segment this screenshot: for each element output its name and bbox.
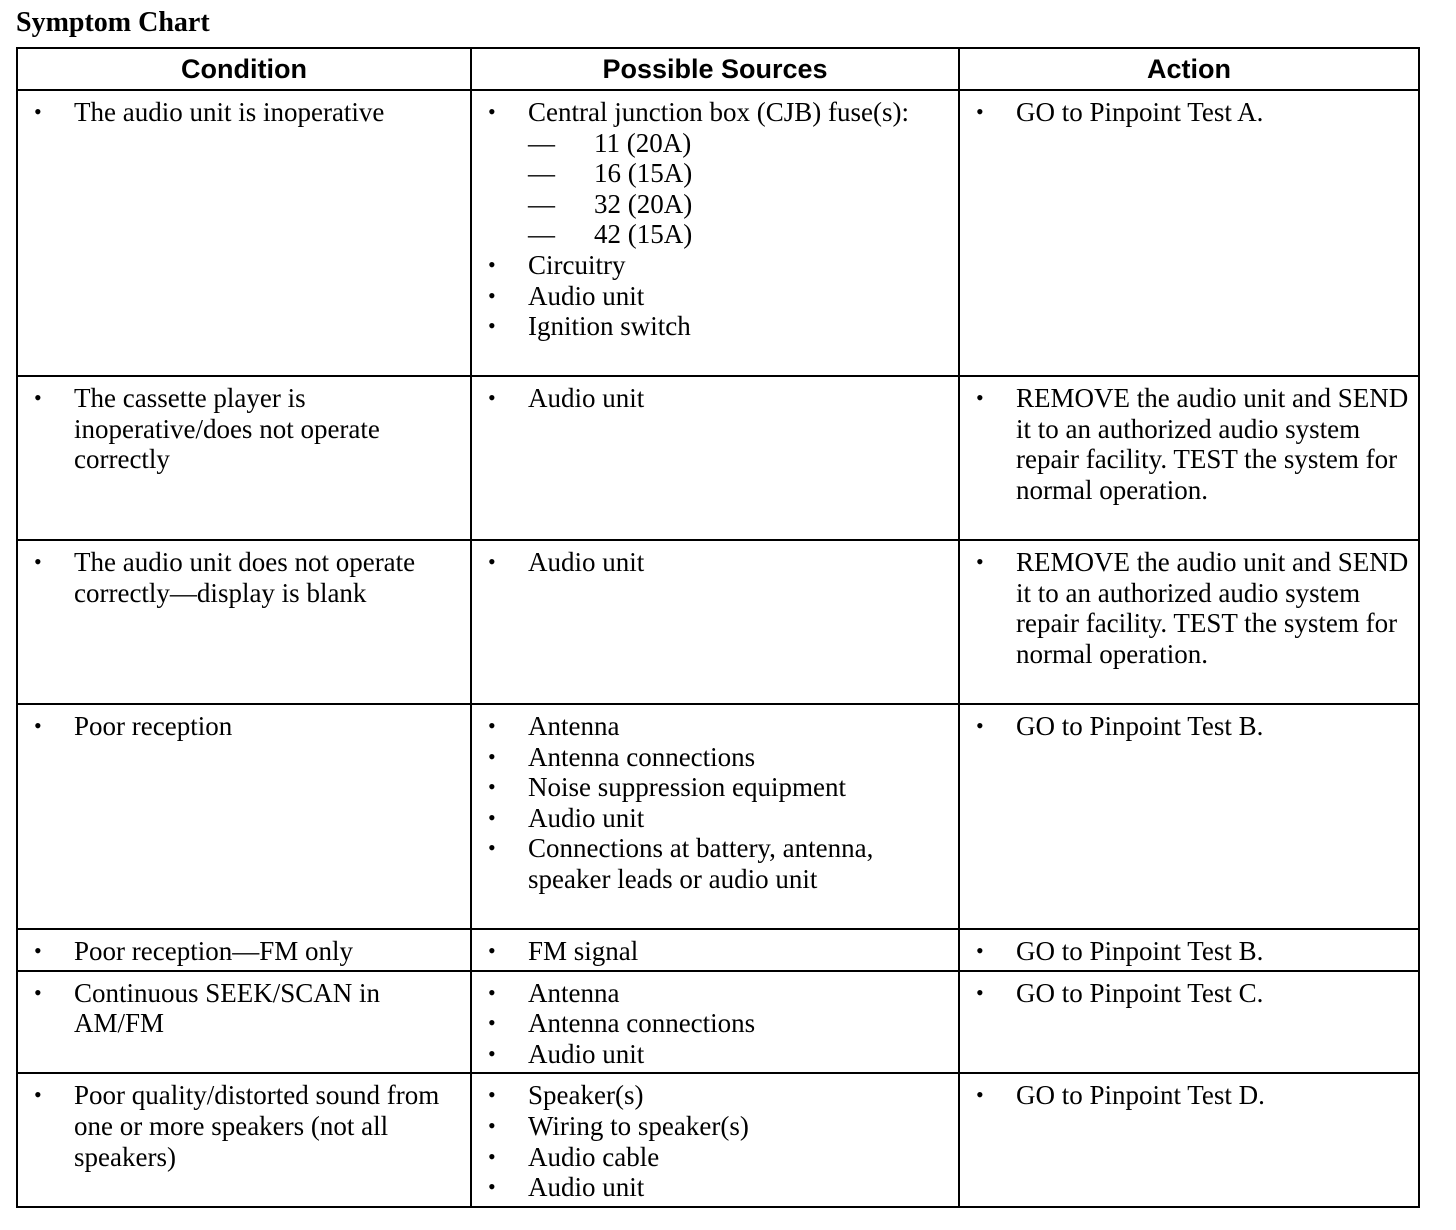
bullet-icon: •	[488, 1082, 496, 1108]
list-item	[966, 547, 1410, 669]
bullet-icon: •	[976, 713, 984, 738]
list-item	[966, 711, 1410, 742]
fuse-text: 11 (20A)	[594, 127, 692, 158]
page-title: Symptom Chart	[16, 7, 210, 38]
list-item	[24, 1080, 462, 1172]
dash-icon: —	[528, 158, 555, 189]
sources-cell	[471, 704, 959, 929]
bullet-icon: •	[488, 1174, 496, 1200]
dash-icon: —	[528, 127, 555, 158]
action-text: REMOVE the audio unit and SEND it to an authorized audio system repair facility. TEST the system for normal operation.	[1016, 547, 1409, 669]
bullet-icon: •	[488, 549, 496, 574]
sources-cell	[471, 1073, 959, 1206]
bullet-icon: •	[488, 1040, 496, 1066]
list-item	[478, 547, 950, 578]
fuse-text: 16 (15A)	[594, 158, 693, 189]
bullet-icon: •	[488, 804, 496, 830]
source-text: Speaker(s)	[528, 1080, 644, 1111]
list-item	[24, 383, 462, 475]
list-item	[478, 772, 950, 803]
source-text: FM signal	[528, 936, 639, 966]
bullet-icon: •	[34, 549, 42, 574]
bullet-icon: •	[488, 313, 496, 339]
fuse-list	[528, 128, 950, 250]
fuse-item	[528, 128, 950, 159]
bullet-icon: •	[488, 1010, 496, 1036]
list-item	[478, 1039, 950, 1070]
condition-text: The audio unit is inoperative	[74, 97, 385, 127]
bullet-icon: •	[488, 282, 496, 308]
bullet-icon: •	[488, 938, 496, 963]
bullet-icon: •	[488, 979, 496, 1005]
bullet-icon: •	[34, 713, 42, 738]
sources-cell	[471, 376, 959, 540]
action-cell	[959, 540, 1419, 704]
bullet-icon: •	[34, 385, 42, 410]
condition-cell	[17, 1073, 471, 1206]
column-header-condition: Condition	[17, 48, 471, 90]
condition-cell	[17, 376, 471, 540]
bullet-icon: •	[488, 743, 496, 769]
bullet-icon: •	[488, 713, 496, 738]
bullet-icon: •	[976, 99, 984, 124]
source-text: Antenna	[528, 977, 620, 1008]
source-text: Antenna connections	[528, 741, 756, 772]
list-item	[478, 311, 950, 342]
fuse-text: 42 (15A)	[594, 219, 693, 250]
table-row	[17, 971, 1419, 1074]
bullet-icon: •	[488, 251, 496, 277]
list-item	[478, 1080, 950, 1111]
list-item	[478, 936, 950, 967]
list-item	[478, 1172, 950, 1203]
bullet-icon: •	[488, 774, 496, 800]
action-text: GO to Pinpoint Test B.	[1016, 936, 1264, 966]
condition-cell	[17, 90, 471, 376]
action-text: GO to Pinpoint Test C.	[1016, 977, 1264, 1008]
condition-cell	[17, 971, 471, 1074]
list-item	[966, 383, 1410, 505]
action-cell	[959, 1073, 1419, 1206]
bullet-icon: •	[34, 99, 42, 124]
dash-icon: —	[528, 219, 555, 250]
fuse-item	[528, 189, 950, 220]
source-text: Antenna	[528, 711, 620, 741]
bullet-icon: •	[34, 938, 42, 963]
list-item	[478, 1142, 950, 1173]
fuse-item	[528, 158, 950, 189]
action-cell	[959, 376, 1419, 540]
source-text: Audio unit	[528, 1172, 645, 1203]
source-text: Circuitry	[528, 249, 626, 280]
source-text: Audio cable	[528, 1141, 660, 1172]
source-text: Antenna connections	[528, 1008, 756, 1039]
condition-text: The cassette player is inoperative/does not operate correctly	[74, 383, 380, 475]
sources-cell	[471, 540, 959, 704]
source-text: Audio unit	[528, 383, 645, 413]
list-item	[966, 978, 1410, 1009]
condition-cell	[17, 929, 471, 971]
bullet-icon: •	[976, 385, 984, 410]
source-text: Connections at battery, antenna, speaker leads or audio unit	[528, 833, 874, 894]
table-row	[17, 1073, 1419, 1206]
list-item	[478, 803, 950, 834]
list-item	[966, 1080, 1410, 1111]
condition-text: Poor reception—FM only	[74, 936, 353, 966]
fuse-item	[528, 219, 950, 250]
table-row	[17, 376, 1419, 540]
list-item	[478, 978, 950, 1009]
condition-text: Poor reception	[74, 711, 233, 741]
table-header-row	[17, 48, 1419, 90]
bullet-icon: •	[34, 1082, 42, 1108]
table-row	[17, 90, 1419, 376]
source-text: Audio unit	[528, 1038, 645, 1069]
list-item	[966, 936, 1410, 967]
source-text: Audio unit	[528, 280, 645, 311]
column-header-possible-sources: Possible Sources	[471, 48, 959, 90]
bullet-icon: •	[488, 1112, 496, 1138]
bullet-icon: •	[488, 835, 496, 861]
sources-cell	[471, 971, 959, 1074]
source-text: Noise suppression equipment	[528, 772, 846, 803]
bullet-icon: •	[976, 549, 984, 574]
list-item	[478, 281, 950, 312]
action-cell	[959, 971, 1419, 1074]
source-text: Audio unit	[528, 547, 645, 577]
table-row	[17, 540, 1419, 704]
condition-cell	[17, 540, 471, 704]
list-item	[478, 250, 950, 281]
bullet-icon: •	[976, 1082, 984, 1108]
condition-text: Continuous SEEK/SCAN in AM/FM	[74, 977, 381, 1039]
bullet-icon: •	[488, 385, 496, 410]
bullet-icon: •	[488, 1143, 496, 1169]
list-item	[478, 383, 950, 414]
column-header-action: Action	[959, 48, 1419, 90]
source-text: Audio unit	[528, 802, 645, 833]
table-row	[17, 929, 1419, 971]
source-text: Wiring to speaker(s)	[528, 1110, 749, 1141]
action-cell	[959, 90, 1419, 376]
condition-text: The audio unit does not operate correctly—display is blank	[74, 547, 416, 608]
list-item	[478, 1008, 950, 1039]
list-item	[478, 711, 950, 742]
list-item	[478, 1111, 950, 1142]
bullet-icon: •	[976, 938, 984, 963]
fuse-text: 32 (20A)	[594, 188, 693, 219]
bullet-icon: •	[34, 979, 42, 1005]
list-item	[478, 97, 950, 250]
action-cell	[959, 704, 1419, 929]
condition-text: Poor quality/distorted sound from one or more speakers (not all speakers)	[74, 1080, 440, 1172]
list-item	[24, 97, 462, 128]
list-item	[24, 711, 462, 742]
source-text: Ignition switch	[528, 311, 691, 342]
list-item	[24, 936, 462, 967]
condition-cell	[17, 704, 471, 929]
action-text: GO to Pinpoint Test B.	[1016, 711, 1264, 741]
list-item	[24, 547, 462, 608]
list-item	[966, 97, 1410, 128]
action-text: GO to Pinpoint Test D.	[1016, 1080, 1265, 1111]
symptom-chart-table	[16, 47, 1420, 1208]
bullet-icon: •	[488, 99, 496, 124]
action-cell	[959, 929, 1419, 971]
table-row	[17, 704, 1419, 929]
list-item	[478, 833, 950, 894]
action-text: REMOVE the audio unit and SEND it to an authorized audio system repair facility. TEST the system for normal operation.	[1016, 383, 1409, 505]
sources-cell	[471, 90, 959, 376]
dash-icon: —	[528, 188, 555, 219]
bullet-icon: •	[976, 979, 984, 1005]
list-item	[478, 742, 950, 773]
sources-cell	[471, 929, 959, 971]
source-text: Central junction box (CJB) fuse(s):	[528, 97, 909, 127]
list-item	[24, 978, 462, 1039]
action-text: GO to Pinpoint Test A.	[1016, 97, 1264, 127]
